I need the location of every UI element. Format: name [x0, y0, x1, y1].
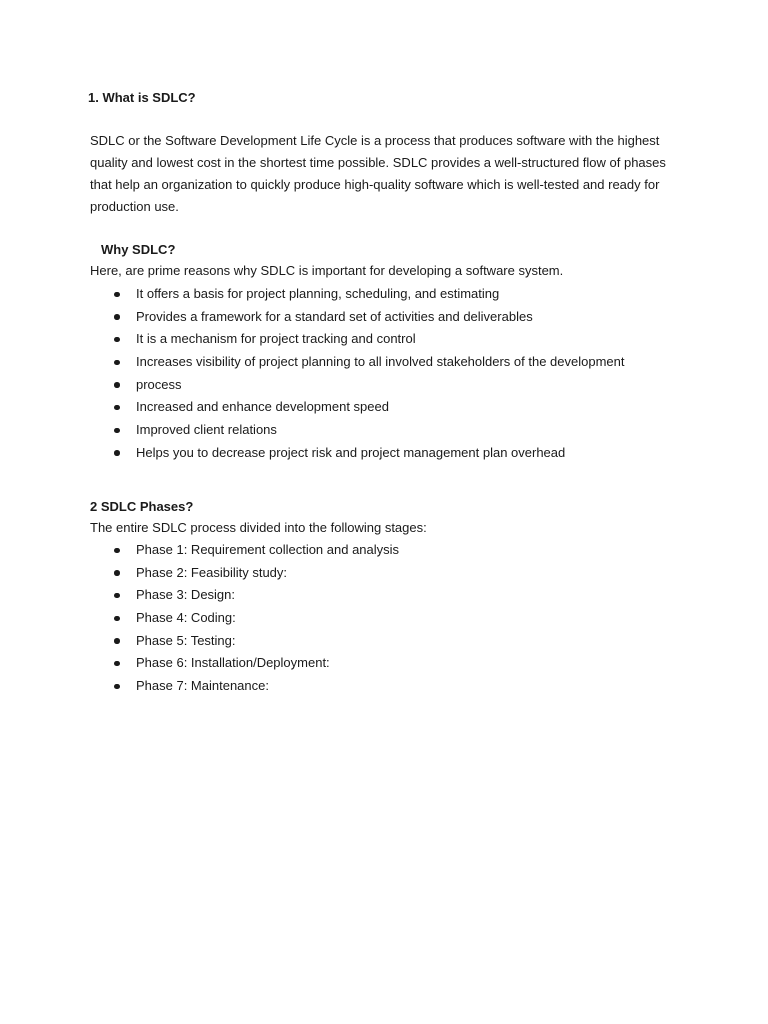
bullet-icon: [114, 684, 120, 690]
bullet-icon: [114, 616, 120, 622]
bullet-icon: [114, 548, 120, 554]
list-item: Phase 7: Maintenance:: [92, 675, 399, 698]
bullet-icon: [114, 450, 120, 456]
why-sdlc-intro: Here, are prime reasons why SDLC is important for developing a software system.: [90, 263, 564, 278]
list-item: Phase 4: Coding:: [92, 607, 399, 630]
list-item: Phase 1: Requirement collection and analysis: [92, 539, 399, 562]
list-item: It offers a basis for project planning, scheduling, and estimating: [92, 283, 625, 306]
list-item: Phase 3: Design:: [92, 584, 399, 607]
list-item: Phase 2: Feasibility study:: [92, 562, 399, 585]
phases-list: [92, 539, 399, 698]
section1-paragraph: SDLC or the Software Development Life Cycle is a process that produces software with the highest quality and lowest cost in the shortest time possible. SDLC provides a well-structured flow of phases that help an organization to quickly produce high-quality software which is well-tested and ready for production use.: [90, 133, 666, 214]
bullet-icon: [114, 570, 120, 576]
list-item: Phase 5: Testing:: [92, 630, 399, 653]
list-item: Improved client relations: [92, 419, 625, 442]
list-item: Increased and enhance development speed: [92, 396, 625, 419]
bullet-icon: [114, 661, 120, 667]
bullet-icon: [114, 428, 120, 434]
bullet-icon: [114, 382, 120, 388]
section1-heading: 1. What is SDLC?: [88, 90, 196, 105]
list-item: It is a mechanism for project tracking and control: [92, 328, 625, 351]
why-sdlc-heading: Why SDLC?: [101, 242, 176, 257]
bullet-icon: [114, 314, 120, 320]
bullet-icon: [114, 337, 120, 343]
bullet-icon: [114, 638, 120, 644]
list-item: Phase 6: Installation/Deployment:: [92, 652, 399, 675]
list-item: Increases visibility of project planning to all involved stakeholders of the development: [92, 351, 625, 374]
why-sdlc-list: [92, 283, 625, 465]
section2-intro: The entire SDLC process divided into the following stages:: [90, 520, 427, 535]
bullet-icon: [114, 405, 120, 411]
list-item: Provides a framework for a standard set of activities and deliverables: [92, 306, 625, 329]
bullet-icon: [114, 360, 120, 366]
bullet-icon: [114, 292, 120, 298]
bullet-icon: [114, 593, 120, 599]
list-item: Helps you to decrease project risk and project management plan overhead: [92, 442, 625, 465]
section2-heading: 2 SDLC Phases?: [90, 499, 194, 514]
list-item: process: [92, 374, 625, 397]
